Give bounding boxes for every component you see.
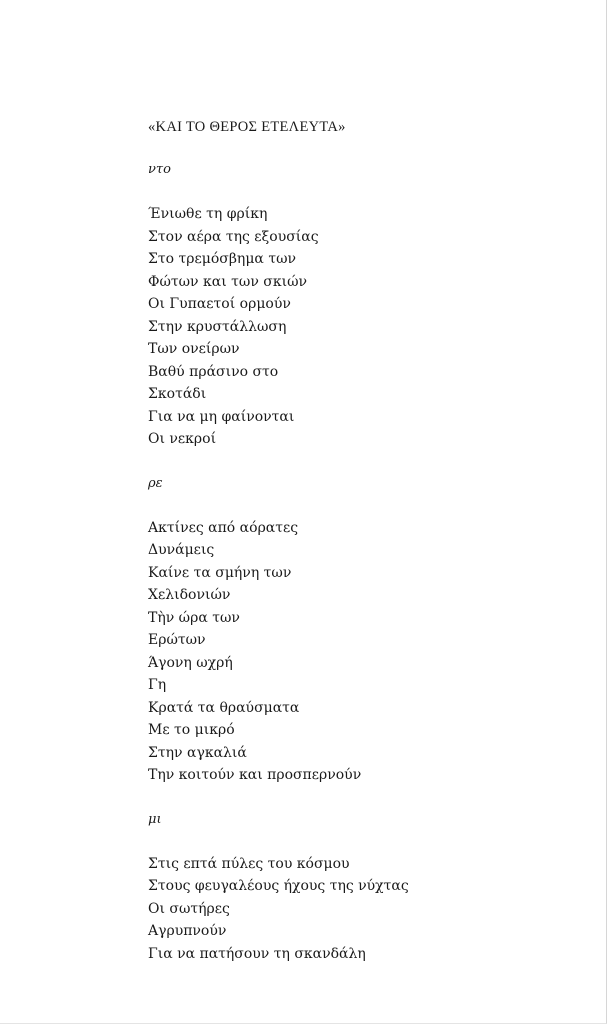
verse-line: Βαθύ πράσινο στο bbox=[148, 363, 279, 380]
verse-line: Σκοτάδι bbox=[148, 386, 207, 402]
verse-line: Οι νεκροί bbox=[148, 431, 217, 447]
verse-line: Των ονείρων bbox=[148, 341, 240, 357]
verse-line: Κρατά τα θραύσματα bbox=[148, 699, 300, 716]
verse-line: Για να πατήσουν τη σκανδάλη bbox=[148, 945, 366, 962]
verse-line: Ερώτων bbox=[148, 632, 206, 648]
verse-line: Στην κρυστάλλωση bbox=[148, 318, 287, 335]
section-label-nto: ντο bbox=[148, 162, 171, 177]
poem-title: «ΚΑΙ ΤΟ ΘΕΡΟΣ ΕΤΕΛΕΥΤΑ» bbox=[148, 119, 346, 135]
verse-line: Οι Γυπαετοί ορμούν bbox=[148, 296, 291, 312]
verse-line: Στην αγκαλιά bbox=[148, 744, 247, 761]
verse-line: Τὴν ώρα των bbox=[148, 609, 240, 626]
verse-line: Άγονη ωχρή bbox=[148, 654, 233, 671]
verse-line: Την κοιτούν και προσπερνούν bbox=[148, 767, 362, 783]
verse-line: Για να μη φαίνονται bbox=[148, 408, 295, 425]
verse-line: Ένιωθε τη φρίκη bbox=[148, 206, 268, 222]
section-label-mi: μι bbox=[148, 811, 162, 827]
verse-line: Στον αέρα της εξουσίας bbox=[148, 228, 319, 245]
stanza-re bbox=[148, 517, 568, 787]
verse-line: Γη bbox=[148, 677, 167, 693]
verse-line: Δυνάμεις bbox=[148, 542, 215, 558]
verse-line: Στο τρεμόσβημα των bbox=[148, 251, 296, 267]
section-label-re: ρε bbox=[148, 475, 163, 491]
verse-line: Στους φευγαλέους ήχους της νύχτας bbox=[148, 878, 409, 894]
verse-line: Ακτίνες από αόρατες bbox=[148, 519, 299, 536]
verse-line: Χελιδονιών bbox=[148, 587, 231, 603]
verse-line: Καίνε τα σμήνη των bbox=[148, 564, 292, 581]
verse-line: Με το μικρό bbox=[148, 722, 235, 738]
verse-line: Στις επτά πύλες του κόσμου bbox=[148, 855, 350, 872]
stanza-mi bbox=[148, 853, 568, 966]
poem bbox=[148, 117, 568, 989]
verse-line: Αγρυπνούν bbox=[148, 923, 227, 939]
stanza-nto bbox=[148, 203, 568, 451]
verse-line: Οι σωτήρες bbox=[148, 900, 230, 917]
verse-line: Φώτων και των σκιών bbox=[148, 273, 308, 290]
